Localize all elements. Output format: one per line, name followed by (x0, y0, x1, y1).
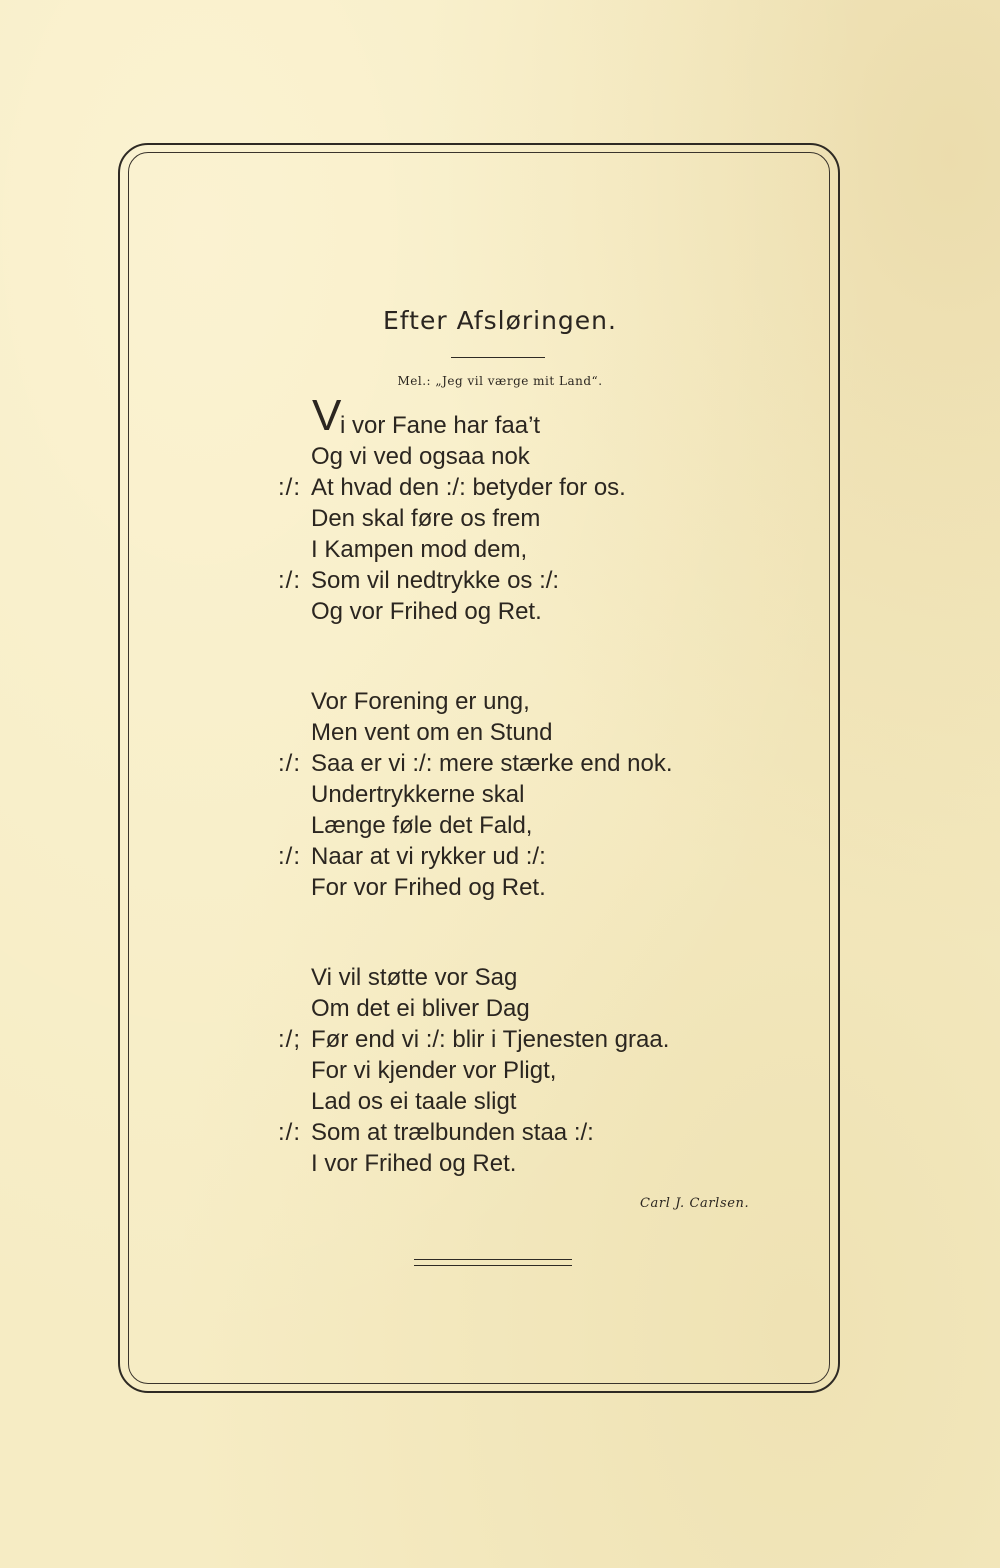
repeat-mark: :/: (277, 750, 301, 777)
stanza-line-text: Om det ei bliver Dag (311, 995, 530, 1022)
title-rule (451, 357, 545, 358)
stanza-line-text: i vor Fane har faa’t (340, 412, 541, 439)
melody-note: Mel.: „Jeg vil værge mit Land“. (397, 374, 603, 388)
stanza-line-text: Vor Forening er ung, (311, 688, 530, 715)
repeat-mark: :/: (277, 843, 301, 870)
stanza-line-text: Undertrykkerne skal (311, 781, 525, 808)
repeat-mark: :/: (277, 1119, 301, 1146)
stanza-line-text: Længe føle det Fald, (311, 812, 533, 839)
stanza-line-text: Og vi ved ogsaa nok (311, 443, 530, 470)
stanza-line-text: Vi vil støtte vor Sag (311, 964, 518, 991)
poem-title: Efter Afsløringen. (383, 306, 617, 335)
stanza-line-text: At hvad den :/: betyder for os. (311, 474, 626, 501)
stanza-line-text: For vi kjender vor Pligt, (311, 1057, 557, 1084)
stanza-line-text: Før end vi :/: blir i Tjenesten graa. (311, 1026, 670, 1053)
stanza-line-text: Som vil nedtrykke os :/: (311, 567, 560, 594)
stanza-line-text: Saa er vi :/: mere stærke end nok. (311, 750, 673, 777)
author-signature: Carl J. Carlsen. (640, 1196, 750, 1211)
stanza-line-text: For vor Frihed og Ret. (311, 874, 546, 901)
end-rule-bottom (414, 1265, 572, 1266)
stanza-line-text: Som at trælbunden staa :/: (311, 1119, 594, 1146)
stanza-line-text: Og vor Frihed og Ret. (311, 598, 542, 625)
drop-cap: V (312, 391, 342, 440)
stanza-line-text: I vor Frihed og Ret. (311, 1150, 517, 1177)
stanza-line-text: Naar at vi rykker ud :/: (311, 843, 546, 870)
repeat-mark: :/: (277, 567, 301, 594)
stanza-line-text: I Kampen mod dem, (311, 536, 528, 563)
stanza-line-text: Lad os ei taale sligt (311, 1088, 517, 1115)
stanza-line-text: Den skal føre os frem (311, 505, 541, 532)
stanza-line-text: Men vent om en Stund (311, 719, 553, 746)
end-rule-top (414, 1259, 572, 1260)
repeat-mark: :/: (277, 474, 301, 501)
repeat-mark: :/; (277, 1026, 301, 1053)
